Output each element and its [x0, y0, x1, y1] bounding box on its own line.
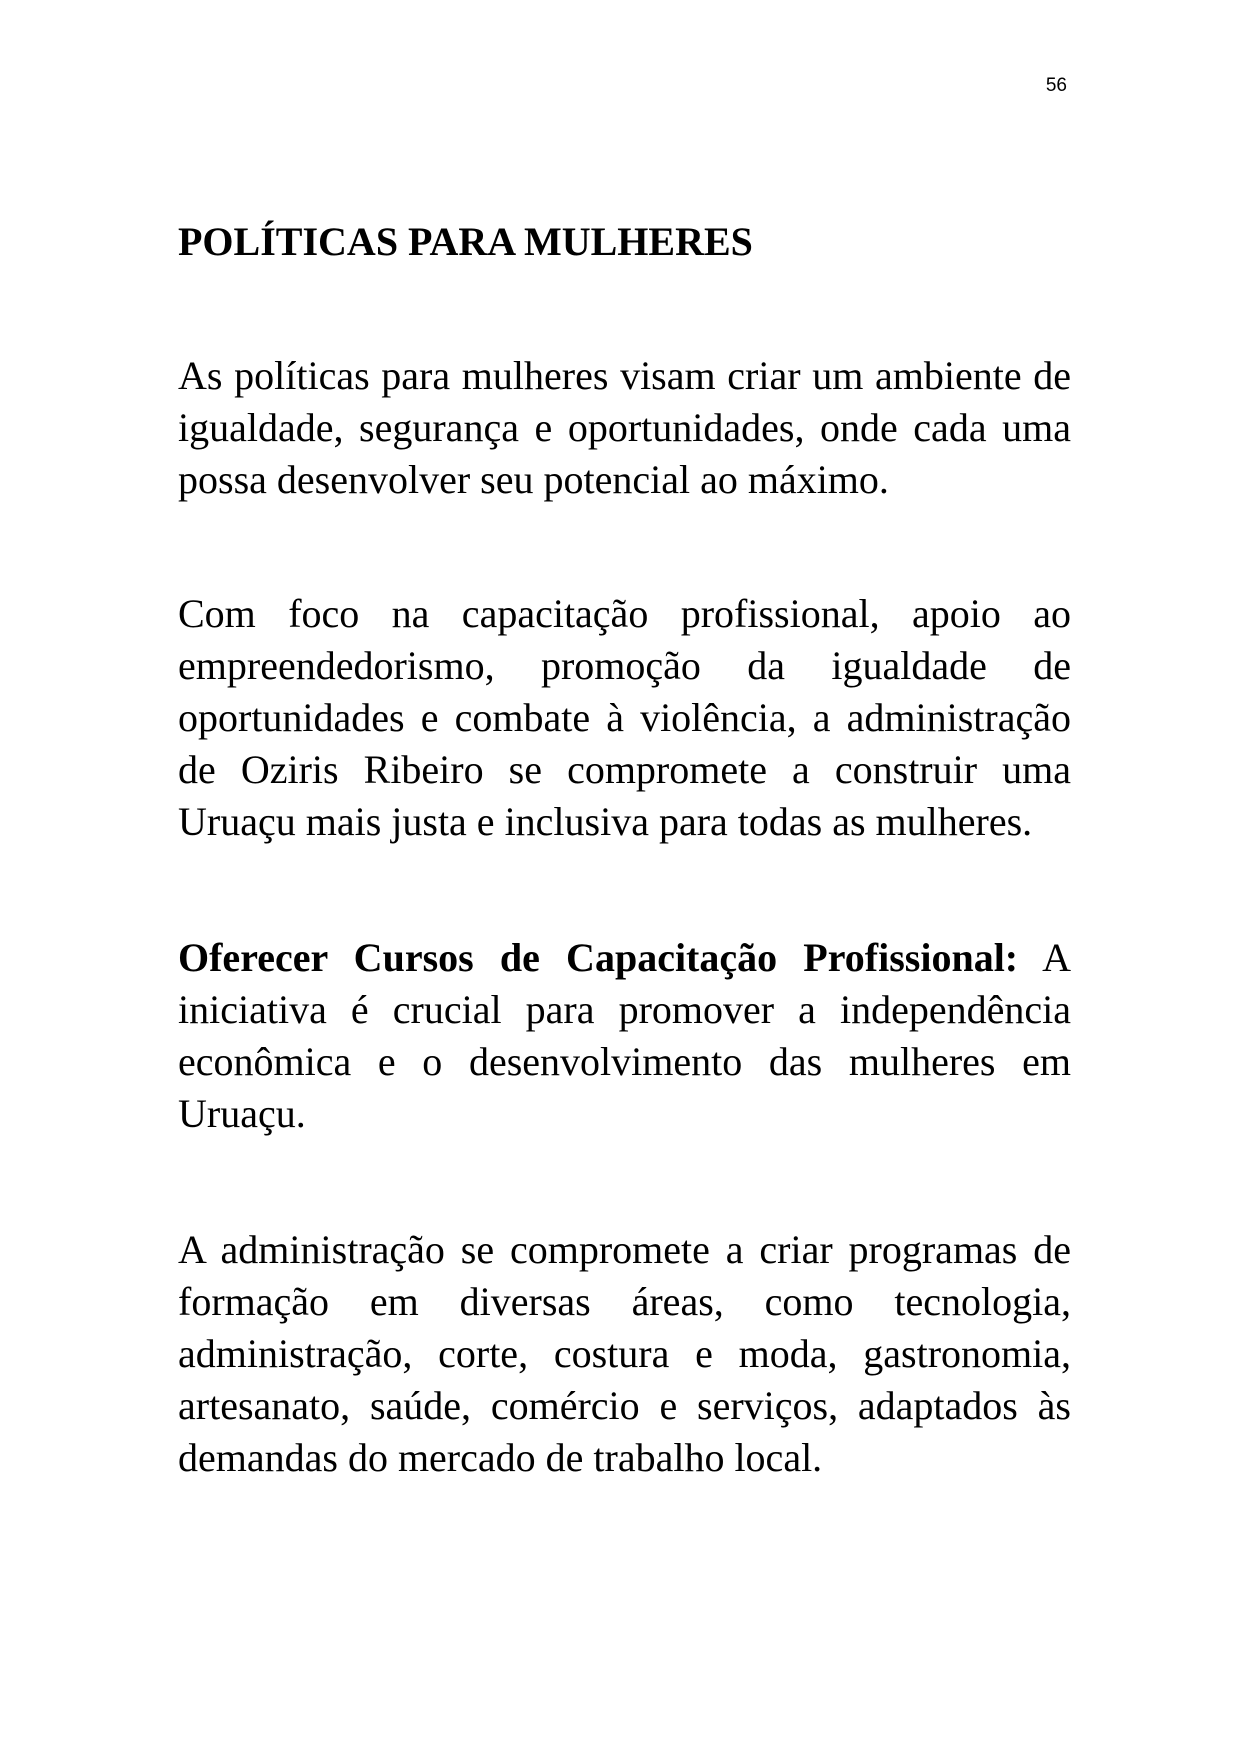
intro-paragraph: As políticas para mulheres visam criar um ambiente de igualdade, segurança e oportunidades, onde cada uma possa desenvolver seu potencial ao máximo. — [178, 353, 1071, 502]
document-content — [178, 214, 1071, 1484]
focus-paragraph: Com foco na capacitação profissional, apoio ao empreendedorismo, promoção da igualdade de oportunidades e combate à violência, a administração de Oziris Ribeiro se compromete a construir uma Uruaçu mais justa e inclusiva para todas as mulheres. — [178, 591, 1071, 844]
page-number: 56 — [1045, 75, 1067, 96]
training-courses-paragraph — [178, 932, 1071, 1140]
programs-paragraph: A administração se compromete a criar programas de formação em diversas áreas, como tecnologia, administração, corte, costura e moda, gastronomia, artesanato, saúde, comércio e serviços, adaptados às demandas do mercado de trabalho local. — [178, 1227, 1071, 1480]
training-courses-heading: Oferecer Cursos de Capacitação Profissional: — [178, 935, 1019, 980]
training-courses-text: A iniciativa é crucial para promover a independência econômica e o desenvolvimento das mulheres em Uruaçu. — [178, 935, 1071, 1136]
document-title: POLÍTICAS PARA MULHERES — [178, 219, 753, 264]
